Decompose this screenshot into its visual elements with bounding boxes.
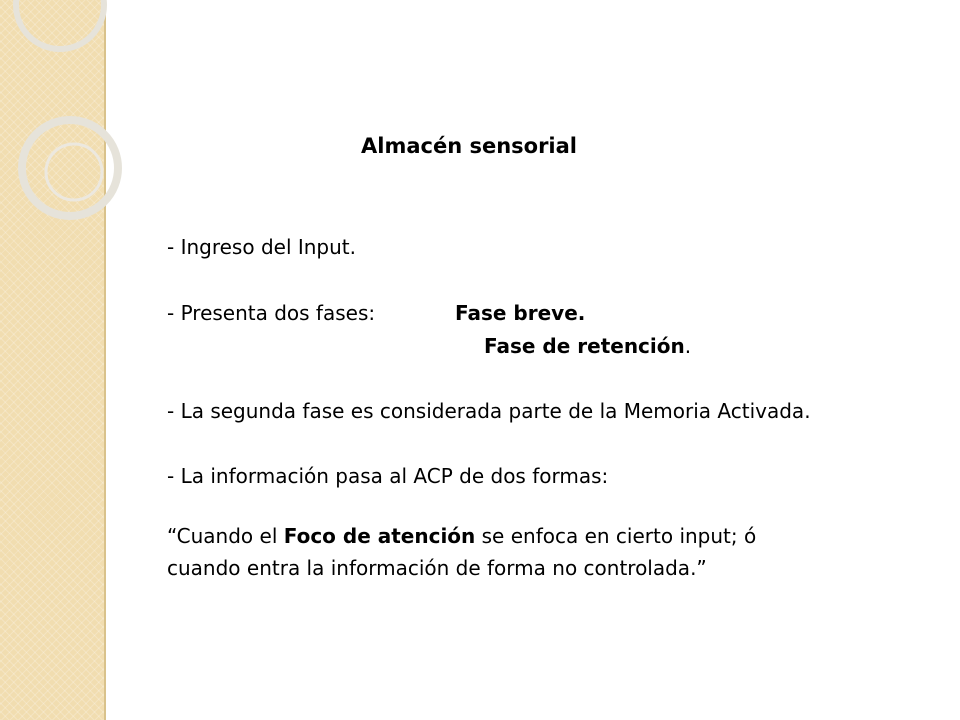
bullet-ingreso: - Ingreso del Input. [167, 235, 357, 259]
phase-retention [484, 333, 691, 359]
bullet-fases [167, 300, 375, 326]
decorative-ring-inner [46, 144, 102, 200]
decorative-rings [0, 0, 140, 240]
quote-line-1 [167, 523, 756, 549]
quote-rest-line-1: se enfoca en cierto input; ó [475, 524, 757, 548]
quote-open: “Cuando el [167, 524, 284, 548]
decorative-ring-middle [22, 120, 118, 216]
decorative-ring-top [16, 0, 104, 49]
phase-retention-period: . [684, 334, 692, 358]
bullet-fases-label: - Presenta dos fases: [167, 301, 376, 325]
quote-line-2: cuando entra la información de forma no controlada.” [167, 556, 707, 580]
quote-bold-term: Foco de atención [283, 524, 476, 548]
slide-title: Almacén sensorial [361, 134, 577, 158]
bullet-informacion: - La información pasa al ACP de dos formas: [167, 464, 609, 488]
phase-brief [455, 300, 585, 326]
phase-brief-label: Fase breve. [455, 301, 586, 325]
slide-body [167, 0, 947, 720]
phase-retention-label: Fase de retención [484, 334, 685, 358]
bullet-segunda-fase: - La segunda fase es considerada parte de la Memoria Activada. [167, 399, 811, 423]
